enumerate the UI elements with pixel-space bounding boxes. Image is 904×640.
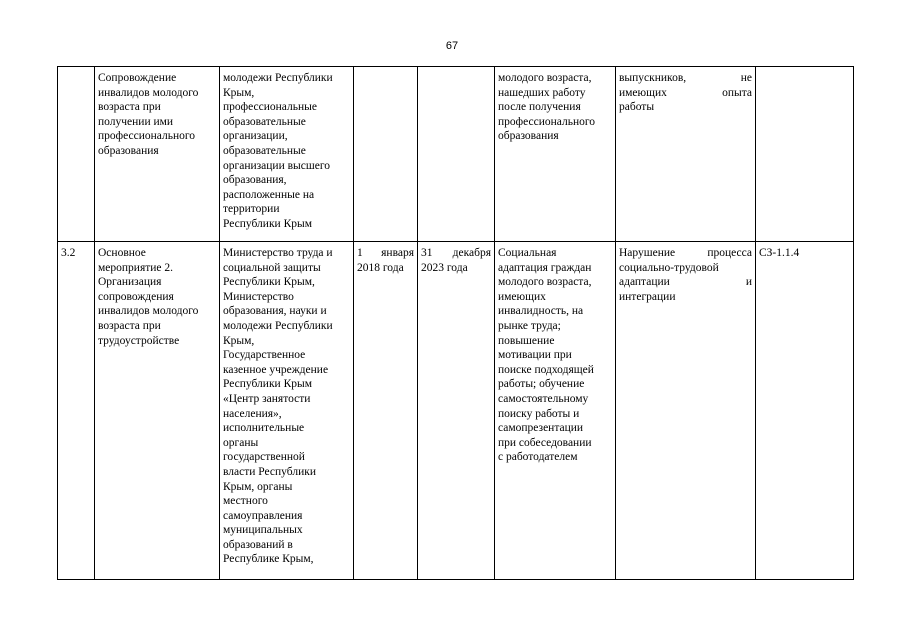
cell-indicator (756, 67, 854, 242)
cell-num (58, 67, 95, 242)
cell-consequences: Нарушение процесса социально-трудовой адаптации и интеграции (616, 242, 756, 580)
cell-event: Сопровождение инвалидов молодого возраста при получении ими профессионального образования (95, 67, 220, 242)
cell-start-date: 1 января 2018 года (354, 242, 418, 580)
table-row (58, 67, 854, 242)
program-table (57, 66, 854, 580)
table-row (58, 242, 854, 580)
cell-executors: Министерство труда и социальной защиты Республики Крым, Министерство образования, науки и молодежи Республики Крым, Государственное казенное учреждение Республики Крым «Центр занятости населения», исполнительные органы государственной власти Республики Крым, органы местного самоуправления муниципальных образований в Республике Крым, (220, 242, 354, 580)
page-number: 67 (445, 40, 459, 52)
cell-executors: молодежи Республики Крым, профессиональные образовательные организации, образовательные организации высшего образования, расположенные на территории Республики Крым (220, 67, 354, 242)
cell-consequences: выпускников, не имеющих опыта работы (616, 67, 756, 242)
cell-end-date (418, 67, 495, 242)
cell-num: 3.2 (58, 242, 95, 580)
cell-end-date: 31 декабря 2023 года (418, 242, 495, 580)
cell-result: Социальная адаптация граждан молодого возраста, имеющих инвалидность, на рынке труда; повышение мотивации при поиске подходящей работы; обучение самостоятельному поиску работы и самопрезентации при собеседовании с работодателем (495, 242, 616, 580)
cell-event: Основное мероприятие 2. Организация сопровождения инвалидов молодого возраста при трудоустройстве (95, 242, 220, 580)
cell-start-date (354, 67, 418, 242)
cell-indicator: СЗ-1.1.4 (756, 242, 854, 580)
cell-result: молодого возраста, нашедших работу после получения профессионального образования (495, 67, 616, 242)
